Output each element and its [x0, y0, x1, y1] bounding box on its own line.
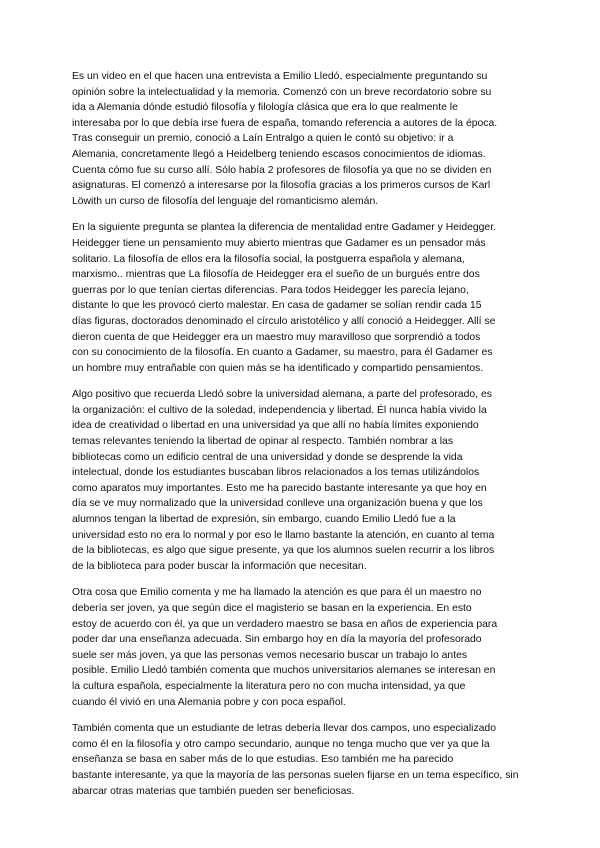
text-line: distante lo que les provocó cierto malestar. En casa de gadamer se solían rendir cada 15 [72, 300, 482, 312]
text-line: Es un video en el que hacen una entrevista a Emilio Lledó, especialmente preguntando su [72, 71, 488, 82]
text-line: la cultura española, especialmente la literatura pero no con mucha intensidad, ya que [72, 680, 466, 692]
text-line: asignaturas. El comenzó a interesarse por la filosofía gracias a los primeros cursos de Karl [72, 180, 491, 192]
text-line: enseñanza se basa en saber más de lo que estudias. Eso también me ha parecido [72, 754, 454, 766]
text-line: como aparatos muy importantes. Esto me ha parecido bastante interesante ya que hoy en [72, 482, 487, 494]
text-line: guerras por lo que tenían ciertas diferencias. Para todos Heidegger les parecía lejano, [72, 284, 469, 296]
text-line: universidad esto no era lo normal y por eso le llamo bastante la atención, en cuanto al tema [72, 529, 495, 541]
text-line: de la bibliotecas, es algo que sigue presente, ya que los alumnos suelen recurrir a los libros [72, 545, 495, 557]
text-line: En la siguiente pregunta se plantea la diferencia de mentalidad entre Gadamer y Heidegger. [72, 222, 496, 234]
text-line: con su conocimiento de la filosofía. En cuanto a Gadamer, su maestro, para él Gadamer es [72, 347, 493, 359]
text-line: días figuras, doctorados denominado el círculo aristotélico y allí conoció a Heidegger. Allí se [72, 315, 496, 327]
text-line: estoy de acuerdo con él, ya que un verdadero maestro se basa en años de experiencia para [72, 618, 498, 630]
text-line: bibliotecas como un edificio central de una universidad y donde se desprende la vida [72, 451, 463, 463]
text-line: Otra cosa que Emilio comenta y me ha llamado la atención es que para él un maestro no [72, 587, 482, 599]
text-line: suele ser más joven, ya que las personas vemos necesario buscar un trabajo lo antes [72, 649, 468, 661]
text-line: alumnos tengan la libertad de expresión, sin embargo, cuando Emilio Lledó fue a la [72, 514, 456, 526]
text-line: dieron cuenta de que Heidegger era un maestro muy maravilloso que sorprendió a todos [72, 331, 481, 343]
text-line: bastante interesante, ya que la mayoría de las personas suelen fijarse en un tema específico, sin [72, 769, 519, 781]
text-line: solitario. La filosofía de ellos era la filosofía social, la postguerra española y alemana, [72, 253, 465, 265]
text-line: idea de creatividad o libertad en una universidad ya que allí no había límites exponiendo [72, 420, 479, 432]
text-line: Heidegger tiene un pensamiento muy abierto mientras que Gadamer es un pensador más [72, 237, 486, 249]
text-line: ida a Alemania dónde estudió filosofía y filología clásica que era lo que realmente le [72, 102, 458, 114]
text-line: También comenta que un estudiante de letras debería llevar dos campos, uno especializado [72, 723, 496, 735]
text-line: temas relevantes teniendo la libertad de opinar al respecto. También nombrar a las [72, 436, 454, 448]
text-line: cuando él vivió en una Alemania pobre y con poca español. [72, 696, 346, 708]
text-line: Algo positivo que recuerda Lledó sobre la universidad alemana, a parte del profesorado, es [72, 389, 492, 401]
text-line: de la biblioteca para poder buscar la información que necesitan. [72, 560, 367, 572]
paragraph-2 [72, 220, 532, 376]
text-line: la organización: el cultivo de la soledad, independencia y libertad. Él nunca había vivido la [72, 404, 487, 416]
text-line: opinión sobre la intelectualidad y la memoria. Comenzó con un breve recordatorio sobre su [72, 86, 492, 98]
paragraph-3 [72, 387, 532, 574]
text-line: día se ve muy normalizado que la universidad conlleve una organización buena y que los [72, 498, 483, 510]
text-line: poder dar una enseñanza adecuada. Sin embargo hoy en día la mayoría del profesorado [72, 634, 482, 646]
text-line: un hombre muy entrañable con quien más se ha identificado y compartido pensamientos. [72, 362, 484, 374]
text-line: interesaba por lo que debía irse fuera de españa, tomando referencia a autores de la época. [72, 117, 498, 129]
text-line: debería ser joven, ya que según dice el magisterio se basan en la experiencia. En esto [72, 603, 472, 614]
paragraph-1 [72, 69, 532, 209]
text-line: marxismo.. mientras que La filosofía de Heidegger era el sueño de un burgués entre dos [72, 269, 480, 281]
text-line: intelectual, donde los estudiantes buscaban libros relacionados a los temas utilizándolos [72, 467, 480, 479]
text-line: Alemania, concretamente llegó a Heidelberg teniendo escasos conocimientos de idiomas. [72, 148, 486, 160]
document-body [72, 69, 532, 810]
text-line: Tras conseguir un premio, conoció a Laín Entralgo a quien le contó su objetivo: ir a [72, 133, 454, 145]
text-line: Cuenta cómo fue su curso allí. Sólo había 2 profesores de filosofía ya que no se dividen en [72, 164, 492, 176]
text-line: Löwith un curso de filosofía del lenguaje del romanticismo alemán. [72, 195, 379, 207]
text-line: posible. Emilio Lledó también comenta que muchos universitarios alemanes se interesan en [72, 665, 496, 677]
text-line: abarcar otras materias que también pueden ser beneficiosas. [72, 785, 355, 797]
text-line: como él en la filosofía y otro campo secundario, aunque no tenga mucho que ver ya que la [72, 738, 490, 750]
paragraph-5 [72, 721, 532, 799]
paragraph-4 [72, 585, 532, 710]
